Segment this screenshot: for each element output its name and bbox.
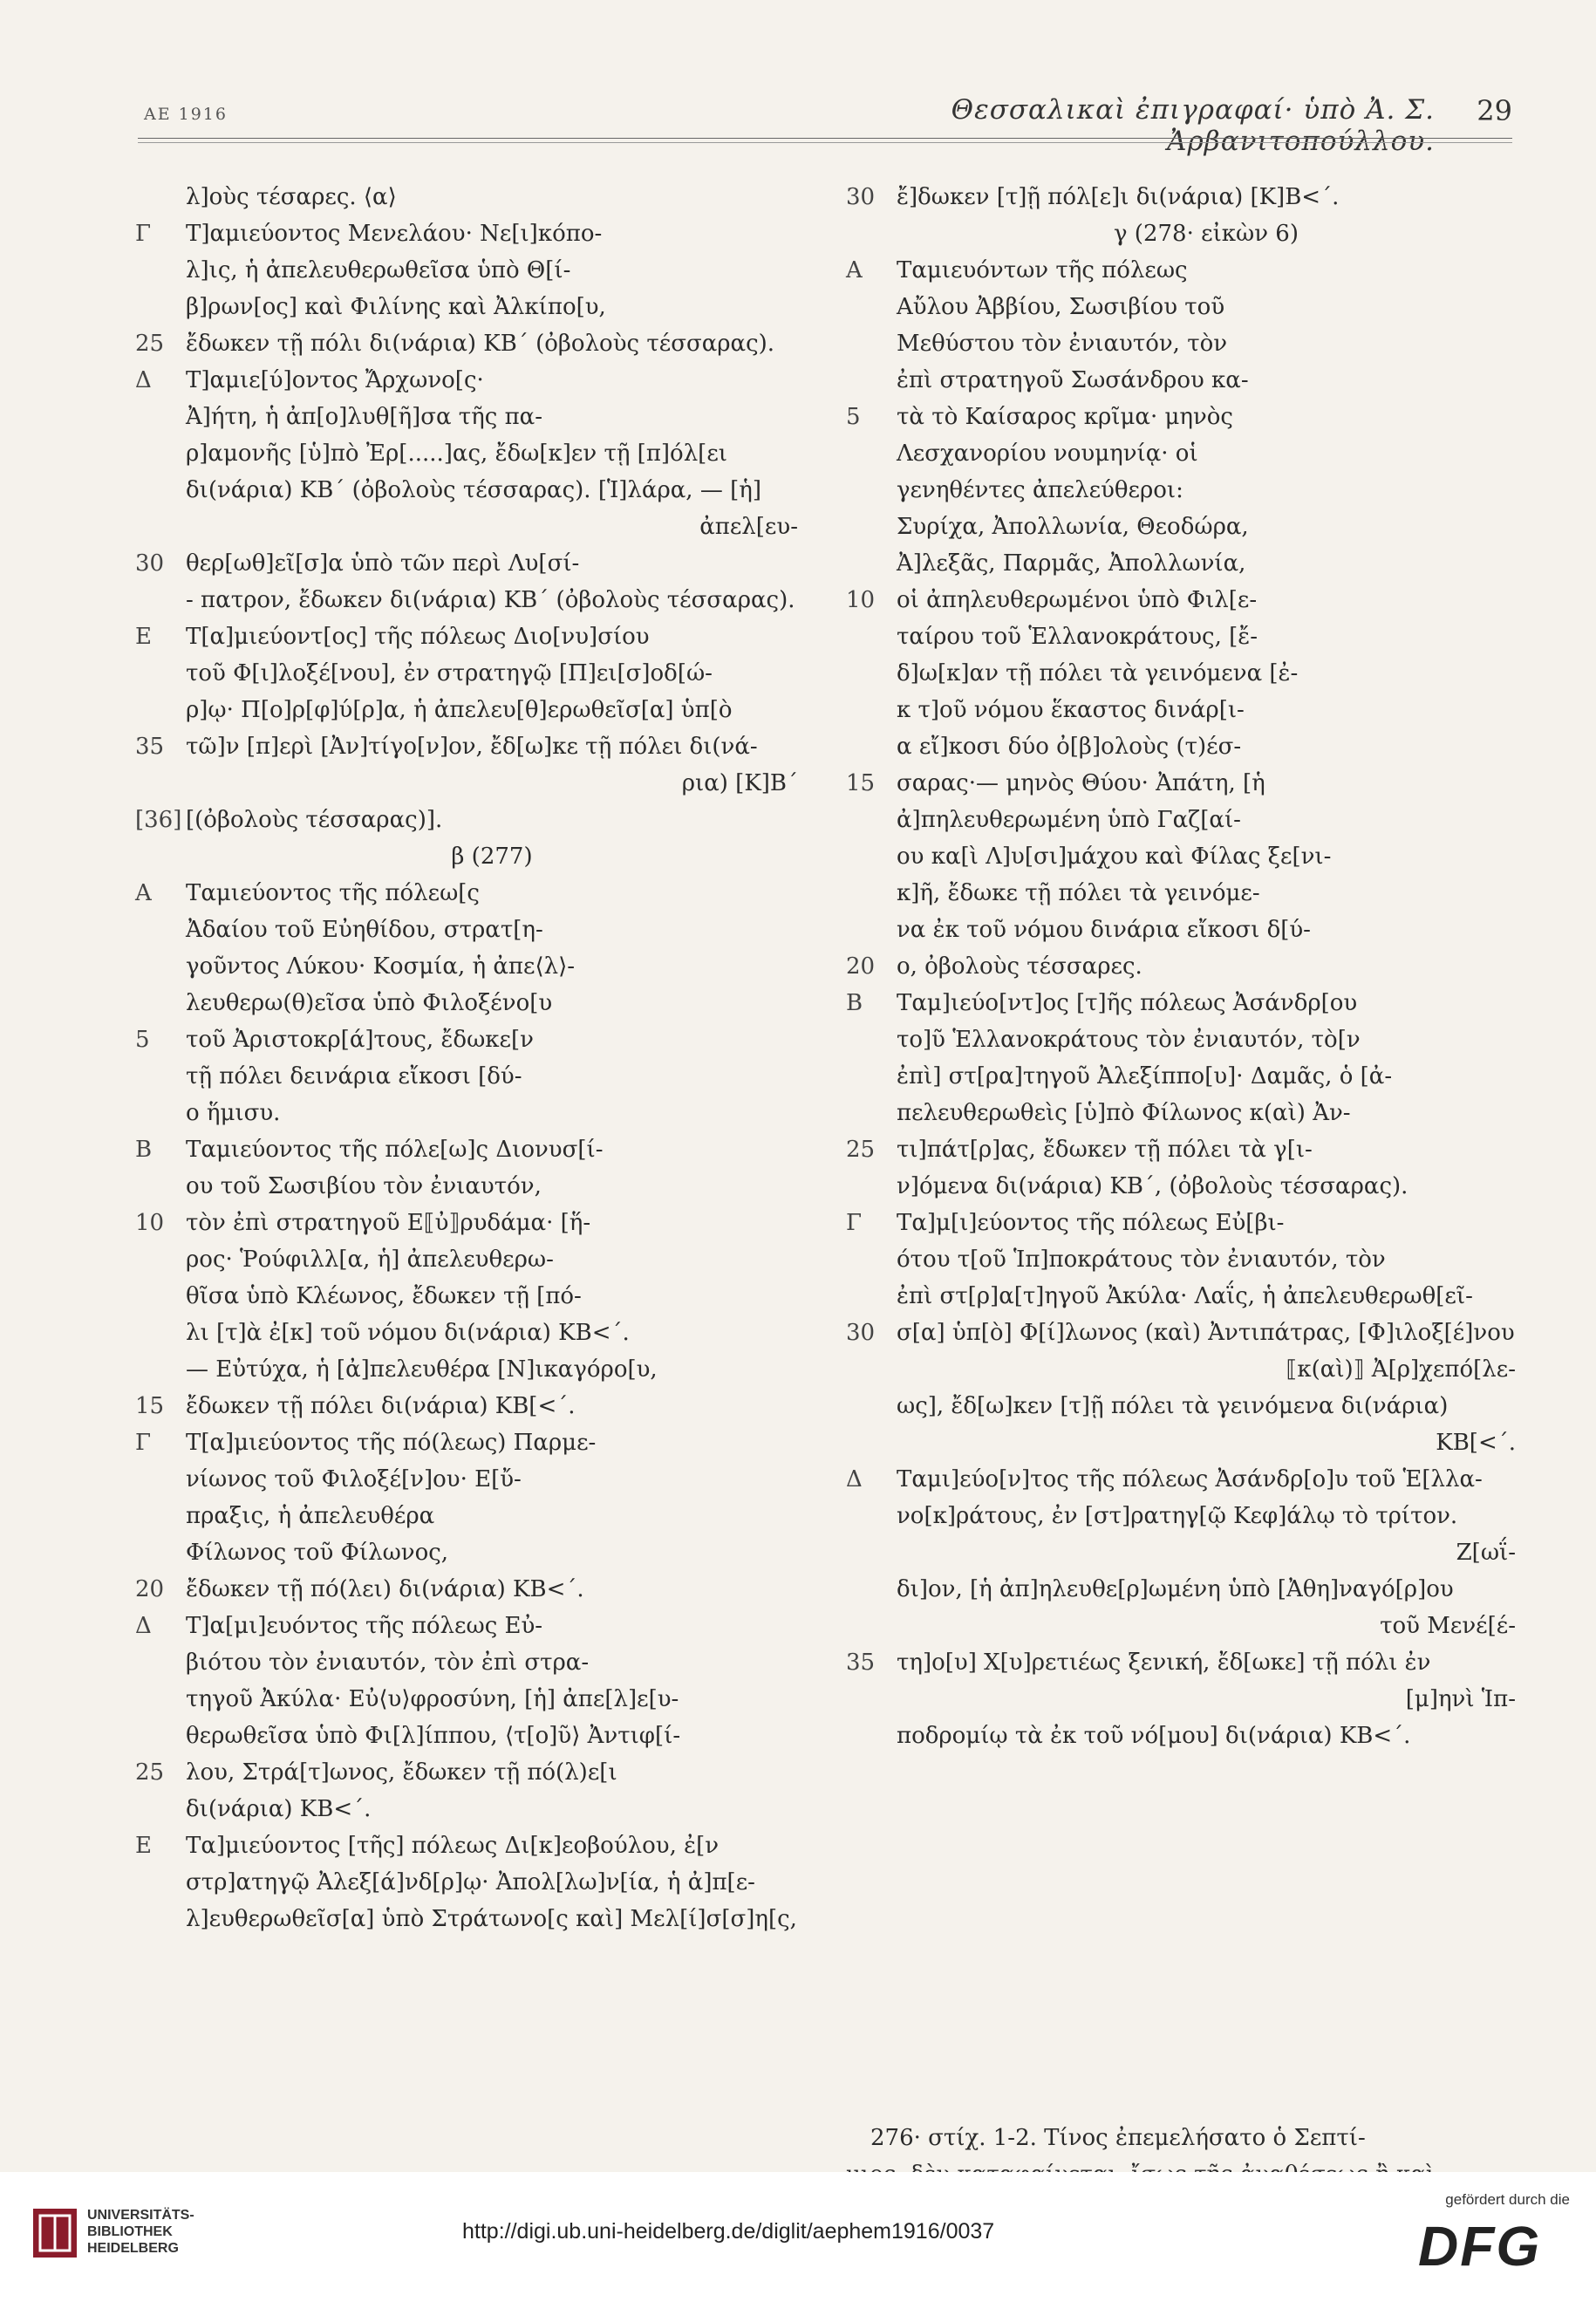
inscription-line xyxy=(846,1315,1516,1351)
line-text: γ (278· εἰκὼν 6) xyxy=(1114,221,1299,247)
inscription-line xyxy=(135,362,798,399)
inscription-line xyxy=(846,1608,1516,1644)
inscription-line xyxy=(846,399,1516,435)
commentary-line: 276· στίχ. 1-2. Τίνος ἐπεμελήσατο ὁ Σεπτί- xyxy=(870,2125,1366,2151)
inscription-line xyxy=(135,1534,798,1571)
inscription-line xyxy=(846,875,1516,912)
line-text: οἱ ἀπηλευθερωμένοι ὑπὸ Φιλ[ε- xyxy=(897,587,1258,613)
line-text: τὸν ἐπὶ στρατηγοῦ Ε⟦ὐ⟧ρυδάμα· [ἥ- xyxy=(186,1210,591,1236)
inscription-line xyxy=(846,1278,1516,1315)
line-text: Τ[α]μιεύοντος τῆς πό(λεως) Παρμε- xyxy=(186,1430,597,1456)
line-marker: [36] xyxy=(135,807,182,833)
line-text: Τ[α]μιεύοντ[ος] τῆς πόλεως Διο[νυ]σίου xyxy=(186,624,650,650)
line-text: ἔδωκεν τῇ πόλι δι(νάρια) ΚΒ´ (ὀβολοὺς τέσσαρας). xyxy=(186,331,775,357)
line-text: ου κα[ὶ Λ]υ[σι]μάχου καὶ Φίλας ξε[νι- xyxy=(897,844,1332,870)
inscription-line xyxy=(846,948,1516,985)
line-text: να ἐκ τοῦ νόμου δινάρια εἴκοσι δ[ύ- xyxy=(897,917,1311,943)
line-text: ἔ]δωκεν [τ]ῇ πόλ[ε]ι δι(νάρια) [Κ]Β<´. xyxy=(897,184,1340,210)
inscription-line xyxy=(135,179,798,215)
inscription-line xyxy=(135,728,798,765)
line-text: Συρίχα, Ἀπολλωνία, Θεοδώρα, xyxy=(897,514,1249,540)
inscription-line xyxy=(135,1901,798,1937)
inscription-line xyxy=(846,618,1516,655)
inscription-line xyxy=(846,1058,1516,1095)
line-text: ἀπελ[ευ- xyxy=(699,514,798,540)
line-text: ν]όμενα δι(νάρια) ΚΒ´, (ὀβολοὺς τέσσαρας). xyxy=(897,1173,1408,1199)
line-text: ταίρου τοῦ Ἑλλανοκράτους, [ἔ- xyxy=(897,624,1258,650)
inscription-line xyxy=(846,692,1516,728)
line-text: τοῦ Ἀριστοκρ[ά]τους, ἔδωκε[ν xyxy=(186,1027,534,1053)
inscription-line xyxy=(135,1498,798,1534)
line-text: Τ]αμιε[ύ]οντος Ἄρχωνο[ς· xyxy=(186,367,484,393)
line-text: σ[α] ὑπ[ὸ] Φ[ί]λωνος (καὶ) Ἀντιπάτρας, [Φ]ιλοξ[έ]νου xyxy=(897,1320,1515,1346)
inscription-line xyxy=(135,1791,798,1827)
inscription-line xyxy=(846,509,1516,545)
line-text: α εἴ]κοσι δύο ὀ[β]ολοὺς (τ)έσ- xyxy=(897,734,1242,760)
line-text: Φίλωνος τοῦ Φίλωνος, xyxy=(186,1540,449,1566)
line-marker: 35 xyxy=(135,734,165,760)
line-marker: Δ xyxy=(135,367,152,393)
inscription-line xyxy=(135,838,798,875)
line-marker: 20 xyxy=(846,953,876,980)
line-text: τῇ πόλει δεινάρια εἴκοσι [δύ- xyxy=(186,1063,522,1090)
line-text: β]ρων[ος] καὶ Φιλίνης καὶ Ἀλκίπο[υ, xyxy=(186,294,606,320)
line-text: Ταμι]εύο[ν]τος τῆς πόλεως Ἀσάνδρ[ο]υ τοῦ Ἑ[λλα- xyxy=(897,1466,1483,1493)
line-text: λευθερω(θ)εῖσα ὑπὸ Φιλοξένο[υ xyxy=(186,990,553,1016)
line-text: ως], ἔδ[ω]κεν [τ]ῇ πόλει τὰ γεινόμενα δι(νάρια) xyxy=(897,1393,1449,1419)
line-text: δι(νάρια) ΚΒ´ (ὀβολοὺς τέσσαρας). [Ἱ]λάρα, — [ἡ] xyxy=(186,477,761,503)
line-text: ἔδωκεν τῇ πόλει δι(νάρια) ΚΒ[<´. xyxy=(186,1393,576,1419)
line-text: ἔδωκεν τῇ πό(λει) δι(νάρια) ΚΒ<´. xyxy=(186,1576,584,1602)
line-text: ἐπὶ στ[ρ]α[τ]ηγοῦ Ἀκύλα· Λαΐς, ἡ ἀπελευθερωθ[εῖ- xyxy=(897,1283,1473,1309)
inscription-line xyxy=(846,1571,1516,1608)
inscription-line xyxy=(846,1534,1516,1571)
line-marker: 5 xyxy=(135,1027,150,1053)
line-text: [(ὀβολοὺς τέσσαρας)]. xyxy=(186,807,443,833)
line-text: γενηθέντες ἀπελεύθεροι: xyxy=(897,477,1183,503)
line-text: τὰ τὸ Καίσαρος κρῖμα· μηνὸς xyxy=(897,404,1233,430)
line-text: ο, ὀβολοὺς τέσσαρες. xyxy=(897,953,1142,980)
inscription-line xyxy=(846,1021,1516,1058)
line-text: ἀ]πηλευθερωμένη ὑπὸ Γαζ[αί- xyxy=(897,807,1241,833)
inscription-line xyxy=(846,1205,1516,1241)
inscription-line xyxy=(135,1461,798,1498)
line-text: Ταμ]ιεύο[ντ]ος [τ]ῆς πόλεως Ἀσάνδρ[ου xyxy=(897,990,1358,1016)
line-text: ρ]αμονῆς [ὑ]πὸ Ἐρ[.....]ας, ἔδω[κ]εν τῇ [π]όλ[ει xyxy=(186,441,727,467)
inscription-line xyxy=(846,1644,1516,1681)
journal-label: ΑΕ 1916 xyxy=(144,105,228,124)
line-text: - πατρον, ἔδωκεν δι(νάρια) ΚΒ´ (ὀβολοὺς τέσσαρας). xyxy=(186,587,795,613)
inscription-line xyxy=(135,912,798,948)
inscription-line xyxy=(135,618,798,655)
inscription-line xyxy=(135,1205,798,1241)
inscription-line xyxy=(135,289,798,325)
line-text: Ταμιεύοντος τῆς πόλεω[ς xyxy=(186,880,480,906)
inscription-line xyxy=(135,1315,798,1351)
running-title: Θεσσαλικαὶ ἐπιγραφαί· ὑπὸ Ἀ. Σ. Ἀρβανιτοπούλλου. xyxy=(951,94,1435,157)
line-marker: 10 xyxy=(135,1210,165,1236)
inscription-line xyxy=(135,582,798,618)
inscription-line xyxy=(135,875,798,912)
inscription-line xyxy=(846,912,1516,948)
inscription-line xyxy=(135,252,798,289)
inscription-line xyxy=(846,252,1516,289)
inscription-line xyxy=(846,1168,1516,1205)
inscription-line xyxy=(135,692,798,728)
inscription-line xyxy=(846,985,1516,1021)
inscription-line xyxy=(135,985,798,1021)
line-text: τοῦ Μενέ[έ- xyxy=(1380,1613,1516,1639)
page-header xyxy=(0,92,1596,157)
line-text: γοῦντος Λύκου· Κοσμία, ἡ ἀπε⟨λ⟩- xyxy=(186,953,575,980)
line-marker: 5 xyxy=(846,404,861,430)
line-marker: Β xyxy=(846,990,863,1016)
line-text: κ τ]οῦ νόμου ἕκαστος δινάρ[ι- xyxy=(897,697,1245,723)
right-column xyxy=(846,179,1516,1754)
inscription-line xyxy=(135,545,798,582)
line-text: ρια) [Κ]Β´ xyxy=(681,770,798,796)
line-marker: 25 xyxy=(846,1137,876,1163)
line-text: θῖσα ὑπὸ Κλέωνος, ἔδωκεν τῇ [πό- xyxy=(186,1283,582,1309)
line-text: [μ]ηνὶ Ἱπ- xyxy=(1405,1686,1516,1712)
inscription-line xyxy=(846,765,1516,802)
inscription-line xyxy=(135,1681,798,1718)
inscription-line xyxy=(846,179,1516,215)
line-text: θερ[ωθ]εῖ[σ]α ὑπὸ τῶν περὶ Λυ[σί- xyxy=(186,550,580,577)
inscription-line xyxy=(846,1131,1516,1168)
inscription-line xyxy=(135,1608,798,1644)
inscription-line xyxy=(846,1351,1516,1388)
line-marker: Β xyxy=(135,1137,153,1163)
line-marker: 20 xyxy=(135,1576,165,1602)
line-marker: Ε xyxy=(135,1833,152,1859)
left-column xyxy=(135,179,798,1937)
university-seal-icon xyxy=(31,2207,78,2259)
line-marker: Γ xyxy=(135,1430,152,1456)
inscription-line xyxy=(135,765,798,802)
line-marker: 30 xyxy=(135,550,165,577)
line-text: δ]ω[κ]αν τῇ πόλει τὰ γεινόμενα [ἐ- xyxy=(897,660,1299,687)
inscription-line xyxy=(135,325,798,362)
inscription-line xyxy=(846,582,1516,618)
line-text: Ἀδαίου τοῦ Εὐηθίδου, στρατ[η- xyxy=(186,917,543,943)
line-text: κ]ῆ, ἔδωκε τῇ πόλει τὰ γεινόμε- xyxy=(897,880,1260,906)
line-text: λ]ις, ἡ ἀπελευθερωθεῖσα ὑπὸ Θ[ί- xyxy=(186,257,571,283)
inscription-line xyxy=(846,435,1516,472)
line-text: Τ]α[μι]ευόντος τῆς πόλεως Εὐ- xyxy=(186,1613,543,1639)
line-text: β (277) xyxy=(451,844,533,870)
line-marker: Δ xyxy=(135,1613,152,1639)
inscription-line xyxy=(846,215,1516,252)
line-text: Ζ[ωΐ- xyxy=(1456,1540,1516,1566)
line-text: ἐπὶ] στ[ρα]τηγοῦ Ἀλεξίππο[υ]· Δαμᾶς, ὁ [ἀ- xyxy=(897,1063,1393,1090)
line-marker: Δ xyxy=(846,1466,863,1493)
inscription-line xyxy=(135,802,798,838)
line-marker: Α xyxy=(846,257,863,283)
inscription-line xyxy=(135,1718,798,1754)
line-text: λ]ευθερωθεῖσ[α] ὑπὸ Στράτωνο[ς καὶ] Μελ[ί]σ[σ]η[ς, xyxy=(186,1906,797,1932)
line-text: το]ῦ Ἑλλανοκράτους τὸν ἐνιαυτόν, τὸ[ν xyxy=(897,1027,1361,1053)
line-text: ἐπὶ στρατηγοῦ Σωσάνδρου κα- xyxy=(897,367,1249,393)
line-text: Τα]μ[ι]εύοντος τῆς πόλεως Εὐ[βι- xyxy=(897,1210,1285,1236)
line-text: πελευθερωθεὶς [ὑ]πὸ Φίλωνος κ(αὶ) Ἀν- xyxy=(897,1100,1351,1126)
inscription-line xyxy=(846,728,1516,765)
line-text: θερωθεῖσα ὑπὸ Φι[λ]ίππου, ⟨τ[ο]ῦ⟩ Ἀντιφ[ί- xyxy=(186,1723,681,1749)
inscription-line xyxy=(846,1388,1516,1424)
line-marker: Γ xyxy=(135,221,152,247)
inscription-line xyxy=(135,1021,798,1058)
line-text: νίωνος τοῦ Φιλοξέ[ν]ου· Ε[ὔ- xyxy=(186,1466,522,1493)
line-text: Ταμιευόντων τῆς πόλεως xyxy=(897,257,1188,283)
inscription-line xyxy=(135,1131,798,1168)
line-marker: 15 xyxy=(846,770,876,796)
page-number: 29 xyxy=(1477,94,1512,127)
inscription-line xyxy=(135,1058,798,1095)
inscription-line xyxy=(135,1168,798,1205)
line-marker: 25 xyxy=(135,1759,165,1786)
line-text: ότου τ[οῦ Ἱπ]ποκράτους τὸν ἐνιαυτόν, τὸν xyxy=(897,1247,1386,1273)
line-marker: 30 xyxy=(846,184,876,210)
line-text: ρ]ῳ· Π[ο]ρ[φ]ύ[ρ]α, ἡ ἀπελευ[θ]ερωθεῖσ[α] ὑπ[ὸ xyxy=(186,697,733,723)
inscription-line xyxy=(135,509,798,545)
line-text: Λεσχανορίου νουμηνίᾳ· οἱ xyxy=(897,441,1198,467)
line-text: λου, Στρά[τ]ωνος, ἔδωκεν τῇ πό(λ)ε[ι xyxy=(186,1759,617,1786)
line-text: λι [τ]ὰ ἐ[κ] τοῦ νόμου δι(νάρια) ΚΒ<´. xyxy=(186,1320,630,1346)
line-text: — Εὐτύχα, ἡ [ἀ]πελευθέρα [Ν]ικαγόρο[υ, xyxy=(186,1356,658,1383)
inscription-line xyxy=(135,215,798,252)
line-text: βιότου τὸν ἐνιαυτόν, τὸν ἐπὶ στρα- xyxy=(186,1650,590,1676)
line-text: ο ἥμισυ. xyxy=(186,1100,281,1126)
inscription-line xyxy=(846,1241,1516,1278)
line-text: ΚΒ[<´. xyxy=(1436,1430,1516,1456)
source-url-link[interactable]: http://digi.ub.uni-heidelberg.de/diglit/aephem1916/0037 xyxy=(462,2219,995,2244)
inscription-line xyxy=(846,1718,1516,1754)
line-text: τοῦ Φ[ι]λοξέ[νου], ἐν στρατηγῷ [Π]ει[σ]οδ[ώ- xyxy=(186,660,713,687)
inscription-line xyxy=(846,1461,1516,1498)
line-marker: Γ xyxy=(846,1210,863,1236)
line-text: Ἀ]λεξᾶς, Παρμᾶς, Ἀπολλωνία, xyxy=(897,550,1246,577)
line-text: πραξις, ἡ ἀπελευθέρα xyxy=(186,1503,435,1529)
header-rule xyxy=(138,138,1512,139)
dfg-logo: DFG xyxy=(1418,2215,1542,2278)
line-marker: 35 xyxy=(846,1650,876,1676)
inscription-line xyxy=(135,472,798,509)
inscription-line xyxy=(846,289,1516,325)
inscription-line xyxy=(135,1644,798,1681)
inscription-line xyxy=(846,802,1516,838)
header-rule-secondary xyxy=(138,142,1512,143)
inscription-line xyxy=(135,1864,798,1901)
line-text: σαρας·— μηνὸς Θύου· Ἀπάτη, [ἡ xyxy=(897,770,1265,796)
line-text: Ἀ]ήτη, ἡ ἀπ[ο]λυθ[ῆ]σα τῆς πα- xyxy=(186,404,543,430)
inscription-line xyxy=(846,1424,1516,1461)
line-text: τι]πάτ[ρ]ας, ἔδωκεν τῇ πόλει τὰ γ[ι- xyxy=(897,1137,1313,1163)
line-text: ρος· Ῥούφιλλ[α, ἡ] ἀπελευθερω- xyxy=(186,1247,554,1273)
line-text: Ταμιεύοντος τῆς πόλε[ω]ς Διονυσ[ί- xyxy=(186,1137,604,1163)
line-text: τη]ο[υ] Χ[υ]ρετιέως ξενική, ἔδ[ωκε] τῇ πόλι ἐν xyxy=(897,1650,1431,1676)
inscription-line xyxy=(846,655,1516,692)
inscription-line xyxy=(135,1754,798,1791)
line-text: τηγοῦ Ἀκύλα· Εὐ⟨υ⟩φροσύνη, [ἡ] ἀπε[λ]ε[υ- xyxy=(186,1686,679,1712)
line-marker: 10 xyxy=(846,587,876,613)
line-text: νο[κ]ράτους, ἐν [στ]ρατηγ[ῷ Κεφ]άλῳ τὸ τρίτον. xyxy=(897,1503,1458,1529)
line-text: λ]οὺς τέσαρες. ⟨α⟩ xyxy=(186,184,397,210)
line-text: Τ]αμιεύοντος Μενελάου· Νε[ι]κόπο- xyxy=(186,221,603,247)
line-text: δι(νάρια) ΚΒ<´. xyxy=(186,1796,372,1822)
inscription-line xyxy=(135,435,798,472)
digitization-footer xyxy=(0,2172,1596,2302)
line-marker: Α xyxy=(135,880,152,906)
inscription-line xyxy=(846,1095,1516,1131)
inscription-line xyxy=(846,1681,1516,1718)
line-text: τῶ]ν [π]ερὶ [Ἀν]τίγο[ν]ον, ἔδ[ω]κε τῇ πόλει δι(νά- xyxy=(186,734,758,760)
line-text: ποδρομίῳ τὰ ἐκ τοῦ νό[μου] δι(νάρια) ΚΒ<´. xyxy=(897,1723,1411,1749)
inscription-line xyxy=(135,1571,798,1608)
line-marker: 30 xyxy=(846,1320,876,1346)
line-marker: Ε xyxy=(135,624,152,650)
line-marker: 15 xyxy=(135,1393,165,1419)
inscription-line xyxy=(135,655,798,692)
line-text: ⟦κ(αὶ)⟧ Ἀ[ρ]χεπό[λε- xyxy=(1286,1356,1516,1383)
inscription-line xyxy=(135,1095,798,1131)
inscription-line xyxy=(846,838,1516,875)
inscription-line xyxy=(135,1827,798,1864)
inscription-line xyxy=(135,1278,798,1315)
inscription-line xyxy=(135,399,798,435)
library-name: UNIVERSITÄTS- BIBLIOTHEK HEIDELBERG xyxy=(87,2208,194,2256)
line-text: Τα]μιεύοντος [τῆς] πόλεως Δι[κ]εοβούλου, ἐ[ν xyxy=(186,1833,720,1859)
line-text: στρ]ατηγῷ Ἀλεξ[ά]νδ[ρ]ῳ· Ἀπολ[λω]ν[ία, ἡ ἀ]π[ε- xyxy=(186,1869,755,1896)
inscription-line xyxy=(135,1351,798,1388)
inscription-line xyxy=(135,1241,798,1278)
line-marker: 25 xyxy=(135,331,165,357)
inscription-line xyxy=(846,1498,1516,1534)
inscription-line xyxy=(135,948,798,985)
line-text: δι]ον, [ἡ ἀπ]ηλευθε[ρ]ωμένη ὑπὸ [Ἀθη]ναγό[ρ]ου xyxy=(897,1576,1454,1602)
line-text: ου τοῦ Σωσιβίου τὸν ἐνιαυτόν, xyxy=(186,1173,542,1199)
inscription-line xyxy=(846,325,1516,362)
inscription-line xyxy=(135,1424,798,1461)
inscription-line xyxy=(846,472,1516,509)
inscription-line xyxy=(846,362,1516,399)
funder-label: gefördert durch die xyxy=(1445,2191,1570,2208)
inscription-line xyxy=(846,545,1516,582)
line-text: Αὔλου Ἀββίου, Σωσιβίου τοῦ xyxy=(897,294,1225,320)
inscription-line xyxy=(135,1388,798,1424)
line-text: Μεθύστου τὸν ἐνιαυτόν, τὸν xyxy=(897,331,1228,357)
